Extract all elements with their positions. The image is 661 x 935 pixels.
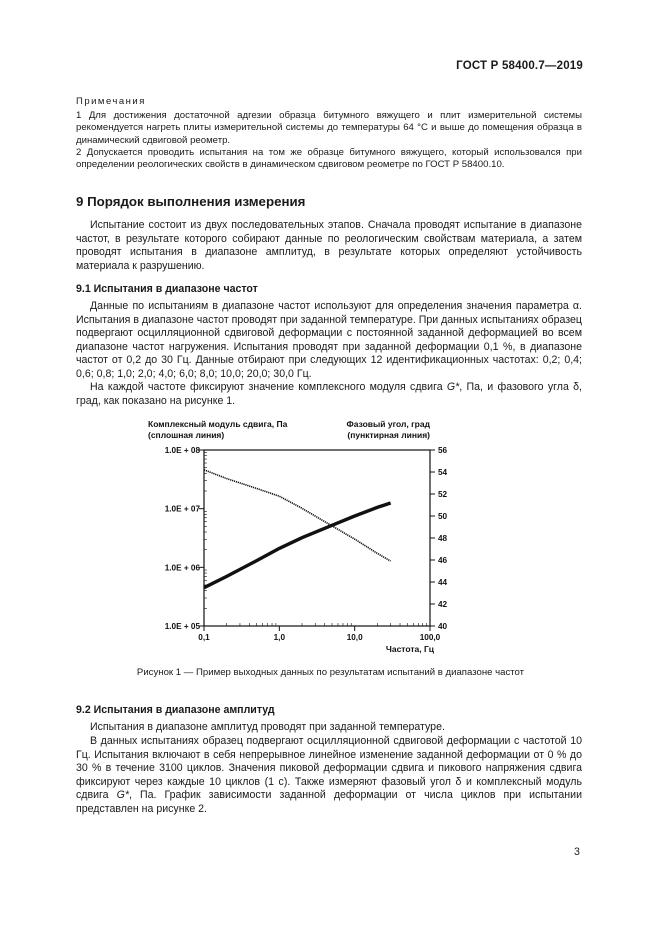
- modulus-series-line: [204, 503, 391, 588]
- section-9-2-paragraph-1-text: Испытания в диапазоне амплитуд проводят при заданной температуре.: [90, 721, 445, 733]
- note-1: 1 Для достижения достаточной адгезии образца битумного вяжущего и плит измерительной системы рекомендуется нагреть плиты измерительной системы до температуры 64 °С и выше до помещения образца в динамический сдвиговой реометр.: [76, 110, 582, 146]
- phase-angle-series-line: [204, 470, 391, 561]
- left-tick-label-0: 1.0E + 05: [164, 622, 200, 631]
- right-tick-label-8: 56: [438, 446, 448, 455]
- left-tick-label-2: 1.0E + 07: [164, 504, 200, 514]
- page-number: 3: [574, 846, 580, 858]
- section-9-intro: [76, 219, 582, 273]
- right-axis-sublabel: (пунктирная линия): [347, 430, 430, 440]
- section-9-2-paragraph-2-b: , Па. График зависимости заданной деформации от числа циклов при испытании представлен на рисунке 2.: [76, 789, 582, 815]
- figure-1-chart: [146, 420, 506, 658]
- section-9-1-paragraph-2: [76, 381, 582, 408]
- section-9-2-paragraph-1: [76, 721, 582, 735]
- left-axis-sublabel: (сплошная линия): [148, 430, 225, 440]
- section-9-1-heading: 9.1 Испытания в диапазоне частот: [76, 283, 258, 295]
- note-2: 2 Допускается проводить испытания на том же образце битумного вяжущего, который использовался при определении реологических свойств в динамическом сдвиговом реометре по ГОСТ Р 58400.10.: [76, 147, 582, 171]
- x-tick-label-0: 0,1: [198, 633, 210, 642]
- right-tick-label-3: 46: [438, 556, 448, 565]
- plot-frame: [204, 450, 430, 626]
- notes-title: Примечания: [76, 96, 146, 107]
- right-tick-label-0: 40: [438, 622, 448, 631]
- g-star-symbol: G*: [446, 381, 460, 393]
- section-9-2-heading: 9.2 Испытания в диапазоне амплитуд: [76, 704, 275, 716]
- left-tick-label-3: 1.0E + 08: [164, 446, 200, 455]
- right-axis-label: Фазовый угол, град: [346, 420, 430, 429]
- section-9-intro-text: Испытание состоит из двух последовательных этапов. Сначала проводят испытание в диапазоне частот, в результате которого собирают данные по реологическим свойствам материала, а затем проводят испытания в диапазоне амплитуд, в результате которых определяют устойчивость материала к разрушению.: [76, 219, 582, 272]
- right-tick-label-6: 52: [438, 490, 448, 499]
- right-tick-label-2: 44: [438, 578, 448, 587]
- right-tick-label-1: 42: [438, 600, 448, 609]
- section-9-1-paragraph-1: [76, 300, 582, 382]
- g-star-symbol-2: G*: [116, 789, 129, 802]
- section-9-1-paragraph-1-text: Данные по испытаниям в диапазоне частот используют для определения значения параметра α. Испытания в диапазоне частот проводят при заданной температуре. При данных испытаниях образец подвергают осцилляционной сдвиговой деформации с постоянной заданной деформацией во всем диапазоне частот нагружения. Испытания проводят при заданной деформации 0,1 %, в диапазоне частот от 0,2 до 30 Гц. Данные отбирают при следующих 12 идентификационных частотах: 0,2; 0,4; 0,6; 0,8; 1,0; 2,0; 4,0; 6,0; 8,0; 10,0; 20,0; 30,0 Гц.: [76, 300, 582, 380]
- section-9-1-paragraph-2-pre: На каждой частоте фиксируют значение комплексного модуля сдвига: [90, 381, 447, 393]
- left-axis-label: Комплексный модуль сдвига, Па: [148, 420, 288, 429]
- right-tick-label-4: 48: [438, 534, 448, 543]
- left-tick-label-1: 1.0E + 06: [164, 563, 200, 573]
- section-9-2-paragraph-2: [76, 735, 582, 817]
- x-tick-label-3: 100,0: [419, 633, 441, 642]
- figure-1-caption: Рисунок 1 — Пример выходных данных по результатам испытаний в диапазоне частот: [136, 667, 525, 678]
- section-9-2-paragraph-2-a: В данных испытаниях образец подвергают осцилляционной сдвиговой деформации с частотой 10 Гц. Испытания включают в себя непрерывное линейное изменение заданной деформации от 0 % до 30 % в течение 3100 циклов. Значения пиковой деформации сдвига и пикового напряжения сдвига фиксируют через каждые 10 циклов (1 с). Также измеряют фазовый угол δ и комплексный модуль сдвига: [76, 735, 582, 802]
- x-tick-label-2: 10,0: [346, 633, 363, 642]
- right-tick-label-7: 54: [438, 468, 448, 477]
- section-9-heading: 9 Порядок выполнения измерения: [76, 194, 306, 209]
- document-header: ГОСТ Р 58400.7—2019: [456, 60, 583, 72]
- x-tick-label-1: 1,0: [273, 633, 286, 642]
- right-tick-label-5: 50: [438, 512, 448, 521]
- section-9-1-paragraph-2-post: , Па, и фазового угла δ, град, как показано на рисунке 1.: [76, 381, 582, 407]
- x-axis-label: Частота, Гц: [385, 644, 434, 654]
